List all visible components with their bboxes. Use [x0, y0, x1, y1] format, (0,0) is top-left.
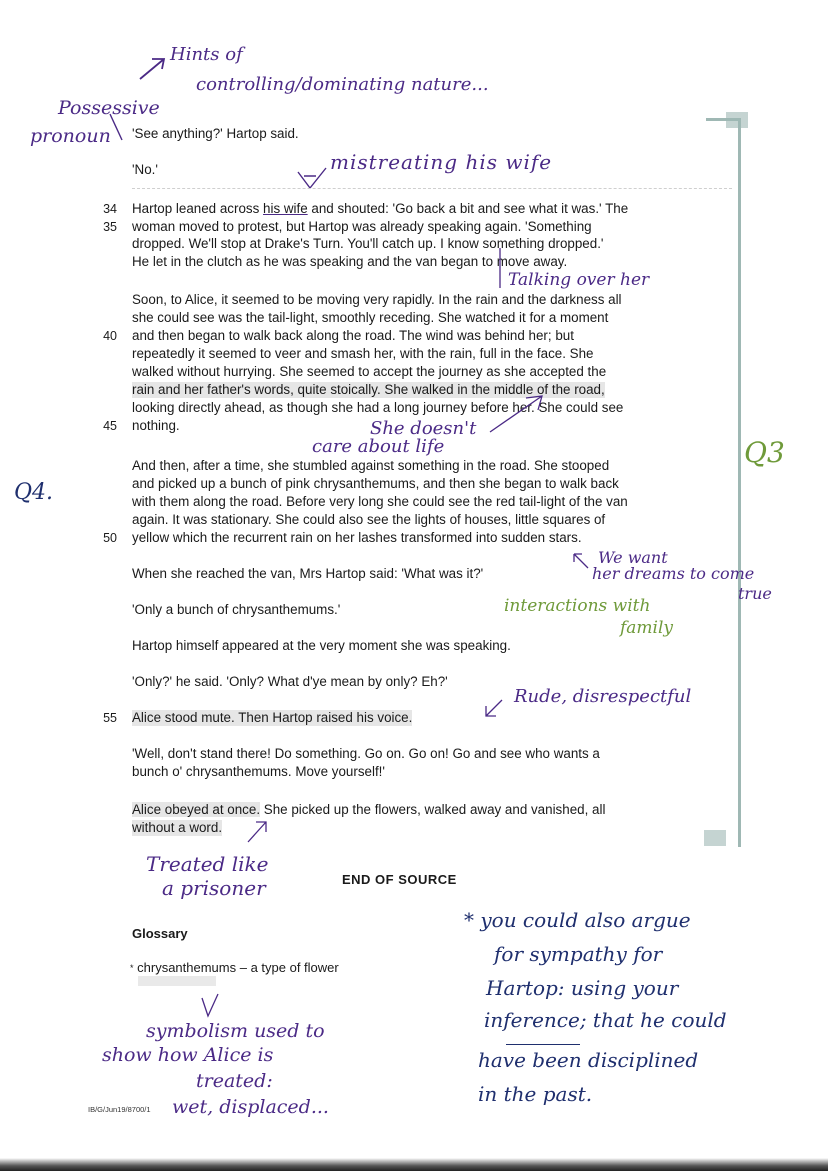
para2-line8: nothing. [132, 418, 180, 433]
scan-dashed-line [132, 188, 732, 189]
his-wife-underlined: his wife [263, 201, 308, 216]
end-of-source: END OF SOURCE [342, 872, 457, 887]
line-number-35: 35 [103, 220, 117, 234]
annotation-sympathy-2: for sympathy for [494, 942, 663, 966]
annotation-hints: Hints of [170, 44, 243, 65]
annotation-sympathy-4: inference; that he could [484, 1008, 727, 1032]
para4-line2: bunch o' chrysanthemums. Move yourself!' [132, 764, 385, 779]
arrow-up-right-icon [138, 55, 168, 81]
annotation-prisoner-1: Treated like [146, 852, 269, 876]
line-number-45: 45 [103, 419, 117, 433]
annotation-symbolism-3: treated: [196, 1070, 273, 1092]
para2-line3: and then began to walk back along the road. The wind was behind her; but [132, 328, 574, 343]
para3-line2: and picked up a bunch of pink chrysanthemums, and then she began to walk back [132, 476, 619, 491]
annotation-possessive: Possessive [58, 97, 160, 119]
bracket-tab-bottom [704, 830, 726, 846]
line-alice-mute: Alice stood mute. Then Hartop raised his voice. [132, 710, 413, 725]
annotation-doesnt-care-2: care about life [312, 436, 445, 457]
margin-bracket [706, 118, 741, 847]
arrow-up-left-icon [572, 552, 592, 572]
annotation-pronoun: pronoun [30, 125, 111, 147]
arrow-up-right-icon-2 [244, 818, 270, 844]
scan-bottom-edge [0, 1158, 828, 1171]
line-hartop-appeared: Hartop himself appeared at the very moment she was speaking. [132, 638, 511, 653]
annotation-divider [506, 1044, 580, 1045]
annotation-rude: Rude, disrespectful [514, 686, 692, 707]
glossary-star: * [130, 963, 134, 973]
annotation-dreams-3: true [738, 584, 772, 603]
line-only-bunch: 'Only a bunch of chrysanthemums.' [132, 602, 341, 617]
underline-stroke [106, 112, 126, 142]
footer-code: IB/G/Jun19/8700/1 [88, 1105, 151, 1114]
bracket-tab [726, 112, 748, 128]
annotation-sympathy-3: Hartop: using your [486, 976, 679, 1000]
line-reached-van: When she reached the van, Mrs Hartop said: 'What was it?' [132, 566, 484, 581]
annotation-symbolism-1: symbolism used to [146, 1020, 325, 1042]
para2-line5: walked without hurrying. She seemed to accept the journey as she accepted the [132, 364, 607, 379]
line-number-34: 34 [103, 202, 117, 216]
annotation-doesnt-care-1: She doesn't [370, 418, 477, 439]
annotation-q3: Q3 [744, 436, 785, 469]
alice-obeyed-highlight: Alice obeyed at once. [132, 802, 261, 817]
line-number-40: 40 [103, 329, 117, 343]
line-no: 'No.' [132, 162, 158, 177]
para1-line3: dropped. We'll stop at Drake's Turn. You'll catch up. I know something dropped.' [132, 236, 604, 251]
arrow-down-left-icon [482, 698, 504, 720]
glossary-entry: * chrysanthemums – a type of flower [130, 960, 339, 975]
para1-line1: Hartop leaned across his wife and shouted: 'Go back a bit and see what it was.' The [132, 201, 629, 216]
annotation-sympathy-1: * you could also argue [464, 908, 691, 932]
annotation-interactions-2: family [620, 618, 674, 638]
annotation-dreams-2: her dreams to come [592, 564, 755, 583]
para2-line6: rain and her father's words, quite stoically. She walked in the middle of the road, [132, 382, 605, 397]
annotation-sympathy-5: have been disciplined [478, 1048, 699, 1072]
caret-stroke [494, 246, 514, 290]
annotation-interactions-1: interactions with [504, 596, 651, 616]
para2-line1: Soon, to Alice, it seemed to be moving very rapidly. In the rain and the darkness all [132, 292, 622, 307]
annotation-dreams-1: We want [598, 548, 668, 567]
para3-line5: yellow which the recurrent rain on her lashes transformed into sudden stars. [132, 530, 582, 545]
para5-line2: without a word. [132, 820, 223, 835]
para2-line2: she could see was the tail-light, smoothly receding. She watched it for a moment [132, 310, 609, 325]
annotation-talking-over: Talking over her [508, 270, 650, 290]
line-only-said: 'Only?' he said. 'Only? What d'ye mean by only? Eh?' [132, 674, 448, 689]
annotation-prisoner-2: a prisoner [162, 876, 266, 900]
para4-line1: 'Well, don't stand there! Do something. Go on. Go on! Go and see who wants a [132, 746, 600, 761]
para2-line7: looking directly ahead, as though she had a long journey before her. She could see [132, 400, 624, 415]
line-number-50: 50 [103, 531, 117, 545]
line-see-anything: 'See anything?' Hartop said. [132, 126, 299, 141]
annotation-mistreating: mistreating his wife [330, 150, 553, 174]
line-number-55: 55 [103, 711, 117, 725]
para1-line2: woman moved to protest, but Hartop was already speaking again. 'Something [132, 219, 592, 234]
para3-line1: And then, after a time, she stumbled against something in the road. She stooped [132, 458, 610, 473]
arrow-stroke [486, 392, 546, 436]
annotation-symbolism-4: wet, displaced... [172, 1096, 329, 1118]
annotation-q4: Q4. [14, 480, 54, 505]
annotation-symbolism-2: show how Alice is [102, 1044, 274, 1066]
para5-line1: Alice obeyed at once. She picked up the flowers, walked away and vanished, all [132, 802, 606, 817]
annotation-controlling: controlling/dominating nature... [196, 74, 489, 95]
glossary-title: Glossary [132, 926, 188, 941]
para3-line4: again. It was stationary. She could also see the lights of houses, little squares of [132, 512, 606, 527]
para2-line4: repeatedly it seemed to veer and smash her, with the rain, full in the face. She [132, 346, 594, 361]
para1-line4: He let in the clutch as he was speaking and the van began to move away. [132, 254, 568, 269]
annotation-sympathy-6: in the past. [478, 1082, 593, 1106]
glossary-smudge [138, 976, 216, 986]
arrow-down-icon [196, 990, 222, 1020]
para3-line3: with them along the road. Before very long she could see the red tail-light of the van [132, 494, 628, 509]
